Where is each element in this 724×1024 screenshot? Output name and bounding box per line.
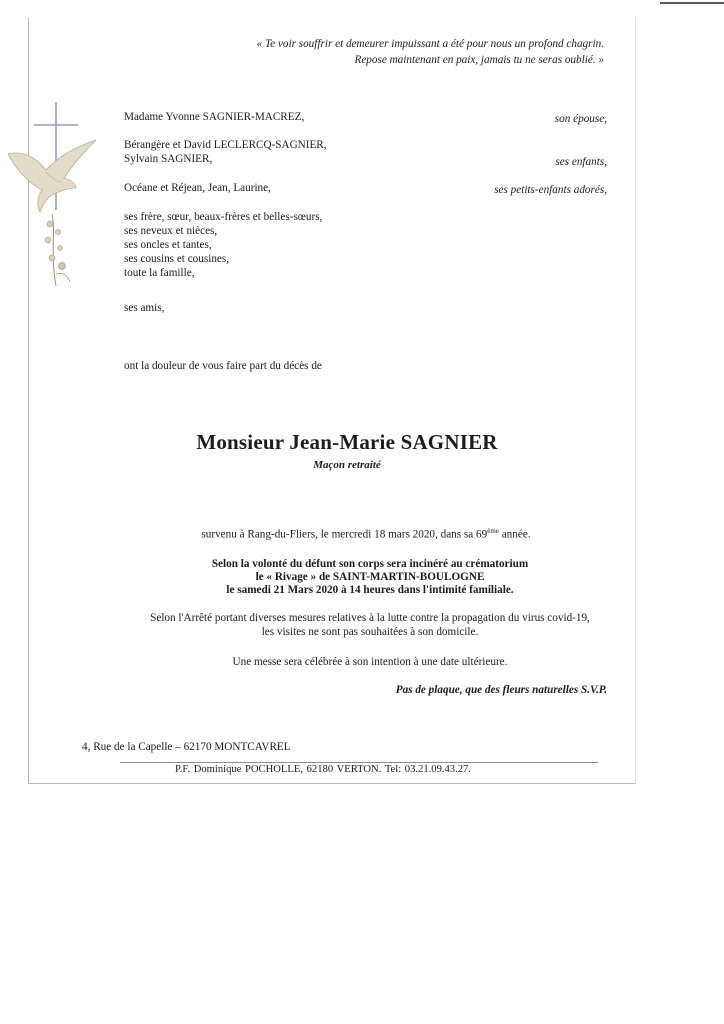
grandchildren-relation: ses petits-enfants adorés, (494, 184, 607, 196)
mass-line: Une messe sera célébrée à son intention à une date ultérieure. (232, 656, 508, 668)
cremation-line-2: le « Rivage » de SAINT-MARTIN-BOULOGNE (255, 571, 485, 583)
death-text: survenu à Rang-du-Fliers, le mercredi 18 mars 2020, dans sa 69 (201, 528, 488, 541)
announcement-line: ont la douleur de vous faire part du décès de (124, 360, 322, 372)
other-relatives-3: ses oncles et tantes, (124, 239, 212, 251)
other-relatives-4: ses cousins et cousines, (124, 253, 230, 265)
other-relatives-1: ses frère, sœur, beaux-frères et belles-sœurs, (124, 211, 323, 223)
covid-line-2: les visites ne sont pas souhaitées à son domicile. (261, 626, 479, 638)
other-relatives-5: toute la famille, (124, 267, 195, 279)
deceased-occupation: Maçon retraité (313, 459, 381, 471)
death-superscript: ème (487, 527, 499, 535)
quote-line-2: Repose maintenant en paix, jamais tu ne seras oublié. » (354, 54, 604, 66)
quote-line-1: « Te voir souffrir et demeurer impuissant a été pour nous un profond chagrin. (256, 38, 604, 50)
children-relation: ses enfants, (555, 156, 607, 168)
death-details (0, 527, 724, 541)
other-relatives-2: ses neveux et nièces, (124, 225, 218, 237)
spouse-relation: son épouse, (554, 113, 607, 125)
child-name-1: Bérangère et David LECLERCQ-SAGNIER, (124, 139, 327, 151)
dove-icon (6, 136, 102, 296)
child-name-2: Sylvain SAGNIER, (124, 153, 213, 165)
death-text-end: année. (498, 528, 531, 541)
top-edge-line (660, 2, 724, 4)
funeral-home-info: P.F. Dominique POCHOLLE, 62180 VERTON. Tel: 03.21.09.43.27. (175, 764, 471, 775)
friends-line: ses amis, (124, 302, 165, 314)
flowers-note: Pas de plaque, que des fleurs naturelles S.V.P. (395, 684, 607, 696)
home-address: 4, Rue de la Capelle – 62170 MONTCAVREL (82, 741, 291, 753)
obituary-card (28, 18, 636, 784)
cremation-line-3: le samedi 21 Mars 2020 à 14 heures dans l'intimité familiale. (226, 584, 514, 596)
deceased-name: Monsieur Jean-Marie SAGNIER (196, 430, 498, 454)
footer-divider (120, 762, 598, 763)
spouse-name: Madame Yvonne SAGNIER-MACREZ, (124, 111, 305, 123)
covid-line-1: Selon l'Arrêté portant diverses mesures relatives à la lutte contre la propagation du virus covid-19, (150, 612, 590, 624)
cremation-line-1: Selon la volonté du défunt son corps sera incinéré au crématorium (211, 558, 529, 570)
grandchildren-names: Océane et Réjean, Jean, Laurine, (124, 182, 271, 194)
